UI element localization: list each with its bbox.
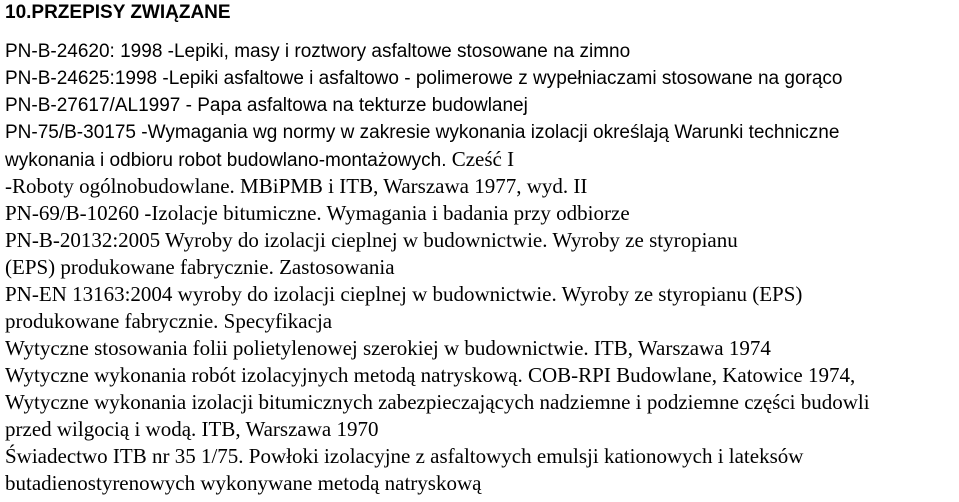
reference-text: przed wilgocią i wodą. ITB, Warszawa 1970 bbox=[5, 417, 379, 441]
reference-line bbox=[5, 227, 957, 254]
references-list bbox=[5, 38, 957, 497]
reference-text: Wytyczne wykonania robót izolacyjnych metodą natryskową. COB-RPI Budowlane, Katowice 1974, bbox=[5, 363, 856, 387]
reference-text: PN-69/B-10260 -Izolacje bitumiczne. Wymagania i badania przy odbiorze bbox=[5, 201, 630, 225]
reference-text: butadienostyrenowych wykonywane metodą natryskową bbox=[5, 471, 482, 495]
reference-line bbox=[5, 200, 957, 227]
reference-text: PN-B-20132:2005 Wyroby do izolacji cieplnej w budownictwie. Wyroby ze styropianu bbox=[5, 228, 738, 252]
reference-text: Świadectwo ITB nr 35 1/75. Powłoki izolacyjne z asfaltowych emulsji kationowych i lateksów bbox=[5, 444, 804, 468]
reference-line bbox=[5, 173, 957, 200]
reference-text: -Roboty ogólnobudowlane. MBiPMB i ITB, Warszawa 1977, wyd. II bbox=[5, 174, 588, 198]
reference-line bbox=[5, 443, 957, 470]
reference-text: Cześć I bbox=[446, 147, 515, 171]
reference-text: PN-B-24620: 1998 -Lepiki, masy i roztwory asfaltowe stosowane na zimno bbox=[5, 41, 631, 62]
reference-line bbox=[5, 92, 957, 119]
reference-text: PN-B-27617/AL1997 - Papa asfaltowa na tekturze budowlanej bbox=[5, 95, 528, 116]
reference-text: (EPS) produkowane fabrycznie. Zastosowania bbox=[5, 255, 395, 279]
reference-line bbox=[5, 362, 957, 389]
reference-line bbox=[5, 254, 957, 281]
reference-text: wykonania i odbioru robot budowlano-montażowych. bbox=[5, 150, 447, 171]
reference-text: Wytyczne wykonania izolacji bitumicznych zabezpieczających nadziemne i podziemne części budowli bbox=[5, 390, 870, 414]
reference-line bbox=[5, 65, 957, 92]
reference-text: Wytyczne stosowania folii polietylenowej szerokiej w budownictwie. ITB, Warszawa 1974 bbox=[5, 336, 771, 360]
reference-text: produkowane fabrycznie. Specyfikacja bbox=[5, 309, 333, 333]
reference-text: PN-B-24625:1998 -Lepiki asfaltowe i asfaltowo - polimerowe z wypełniaczami stosowane na gorąco bbox=[5, 68, 843, 89]
reference-line bbox=[5, 308, 957, 335]
reference-line bbox=[5, 416, 957, 443]
reference-text: PN-EN 13163:2004 wyroby do izolacji cieplnej w budownictwie. Wyroby ze styropianu (EPS) bbox=[5, 282, 803, 306]
reference-line bbox=[5, 38, 957, 65]
section-heading: 10.PRZEPISY ZWIĄZANE bbox=[5, 2, 231, 23]
reference-line bbox=[5, 119, 957, 146]
reference-line bbox=[5, 470, 957, 497]
reference-line bbox=[5, 281, 957, 308]
reference-line bbox=[5, 146, 957, 173]
reference-line bbox=[5, 389, 957, 416]
reference-line bbox=[5, 335, 957, 362]
reference-text: PN-75/B-30175 -Wymagania wg normy w zakresie wykonania izolacji określają Warunki techniczne bbox=[5, 122, 840, 143]
document-page bbox=[5, 0, 957, 502]
